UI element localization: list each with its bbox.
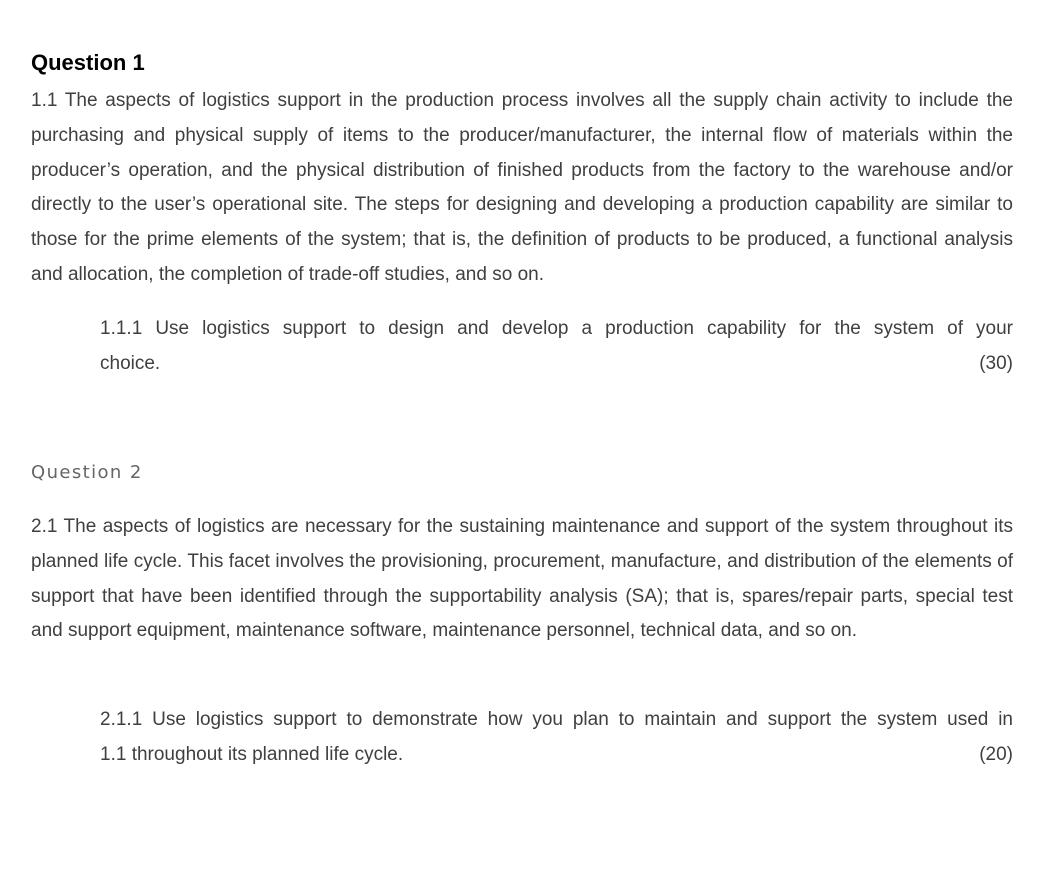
subquestion-text-line-1: 1.1.1 Use logistics support to design and develop a production capability for the system of your [100, 318, 1013, 339]
question-1-paragraph: 1.1 The aspects of logistics support in the production process involves all the supply chain activity to include the purchasing and physical supply of items to the producer/manufacturer, the internal flow of materials within the producer’s operation, and the physical distribution of finished products from the factory to the warehouse and/or directly to the user’s operational site. The steps for designing and developing a production capability are similar to those for the prime elements of the system; that is, the definition of products to be produced, a functional analysis and allocation, the completion of trade-off studies, and so on. [31, 90, 1013, 285]
question-1-heading: Question 1 [31, 50, 145, 75]
question-2-1-1-subquestion [100, 703, 1013, 773]
subquestion-last-line [100, 347, 1013, 382]
marks-label: (30) [979, 352, 1013, 374]
question-2-heading: Question 2 [31, 462, 143, 483]
subquestion-last-line [100, 738, 1013, 773]
subquestion-text-line-1: 2.1.1 Use logistics support to demonstrate how you plan to maintain and support the system used in [100, 709, 1013, 730]
subquestion-text-line-2: choice. [100, 352, 161, 374]
subquestion-text-line-2: 1.1 throughout its planned life cycle. [100, 743, 404, 765]
question-1-1-1-subquestion [100, 312, 1013, 382]
marks-label: (20) [979, 743, 1013, 765]
question-2-paragraph: 2.1 The aspects of logistics are necessary for the sustaining maintenance and support of the system throughout its planned life cycle. This facet involves the provisioning, procurement, manufacture, and distribution of the elements of support that have been identified through the supportability analysis (SA); that is, spares/repair parts, special test and support equipment, maintenance software, maintenance personnel, technical data, and so on. [31, 516, 1013, 642]
